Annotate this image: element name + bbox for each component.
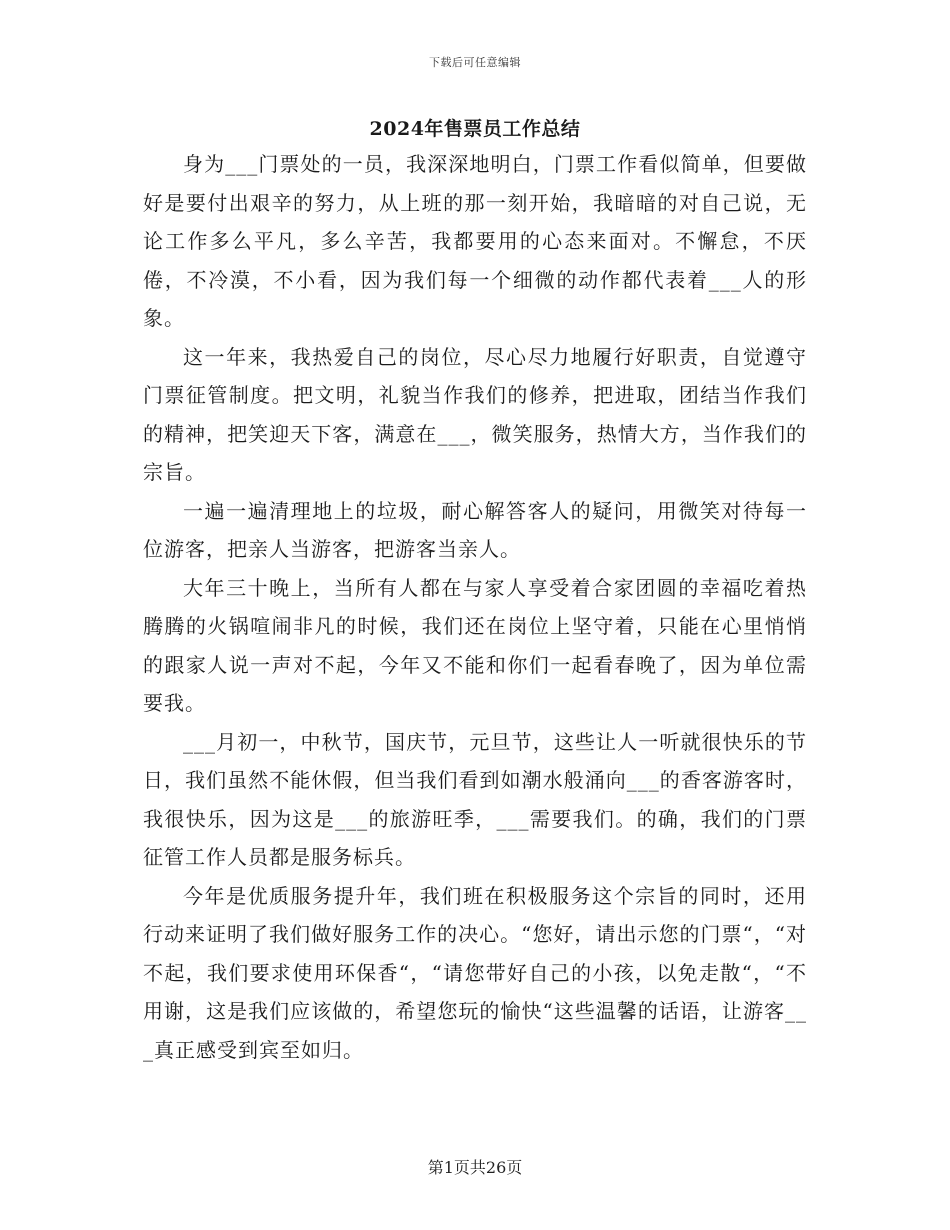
document-body: [143, 145, 807, 1069]
header-note: 下载后可任意编辑: [429, 56, 521, 69]
paragraph: 身为___门票处的一员，我深深地明白，门票工作看似简单，但要做好是要付出艰辛的努力，从上班的那一刻开始，我暗暗的对自己说，无论工作多么平凡，多么辛苦，我都要用的心态来面对。不懈怠，不厌倦，不冷漠，不小看，因为我们每一个细微的动作都代表着___人的形象。: [143, 152, 807, 330]
paragraph: 今年是优质服务提升年，我们班在积极服务这个宗旨的同时，还用行动来证明了我们做好服务工作的决心。“您好，请出示您的门票“，“对不起，我们要求使用环保香“，“请您带好自己的小孩，以免走散“，“不用谢，这是我们应该做的，希望您玩的愉快“这些温馨的话语，让游客___真正感受到宾至如归。: [143, 883, 807, 1062]
paragraph: 大年三十晚上，当所有人都在与家人享受着合家团圆的幸福吃着热腾腾的火锅喧闹非凡的时候，我们还在岗位上坚守着，只能在心里悄悄的跟家人说一声对不起，今年又不能和你们一起看春晚了，因为单位需要我。: [143, 575, 807, 715]
paragraph: 一遍一遍清理地上的垃圾，耐心解答客人的疑问，用微笑对待每一位游客，把亲人当游客，把游客当亲人。: [143, 498, 807, 561]
page-number: 第1页共26页: [427, 1158, 523, 1177]
paragraph: ___月初一，中秋节，国庆节，元旦节，这些让人一听就很快乐的节日，我们虽然不能休假，但当我们看到如潮水般涌向___的香客游客时，我很快乐，因为这是___的旅游旺季，___需要我们。的确，我们的门票征管工作人员都是服务标兵。: [143, 729, 807, 869]
paragraph: 这一年来，我热爱自己的岗位，尽心尽力地履行好职责，自觉遵守门票征管制度。把文明，礼貌当作我们的修养，把进取，团结当作我们的精神，把笑迎天下客，满意在___，微笑服务，热情大方，当作我们的宗旨。: [143, 344, 807, 484]
document-title: 2024年售票员工作总结: [369, 118, 581, 140]
